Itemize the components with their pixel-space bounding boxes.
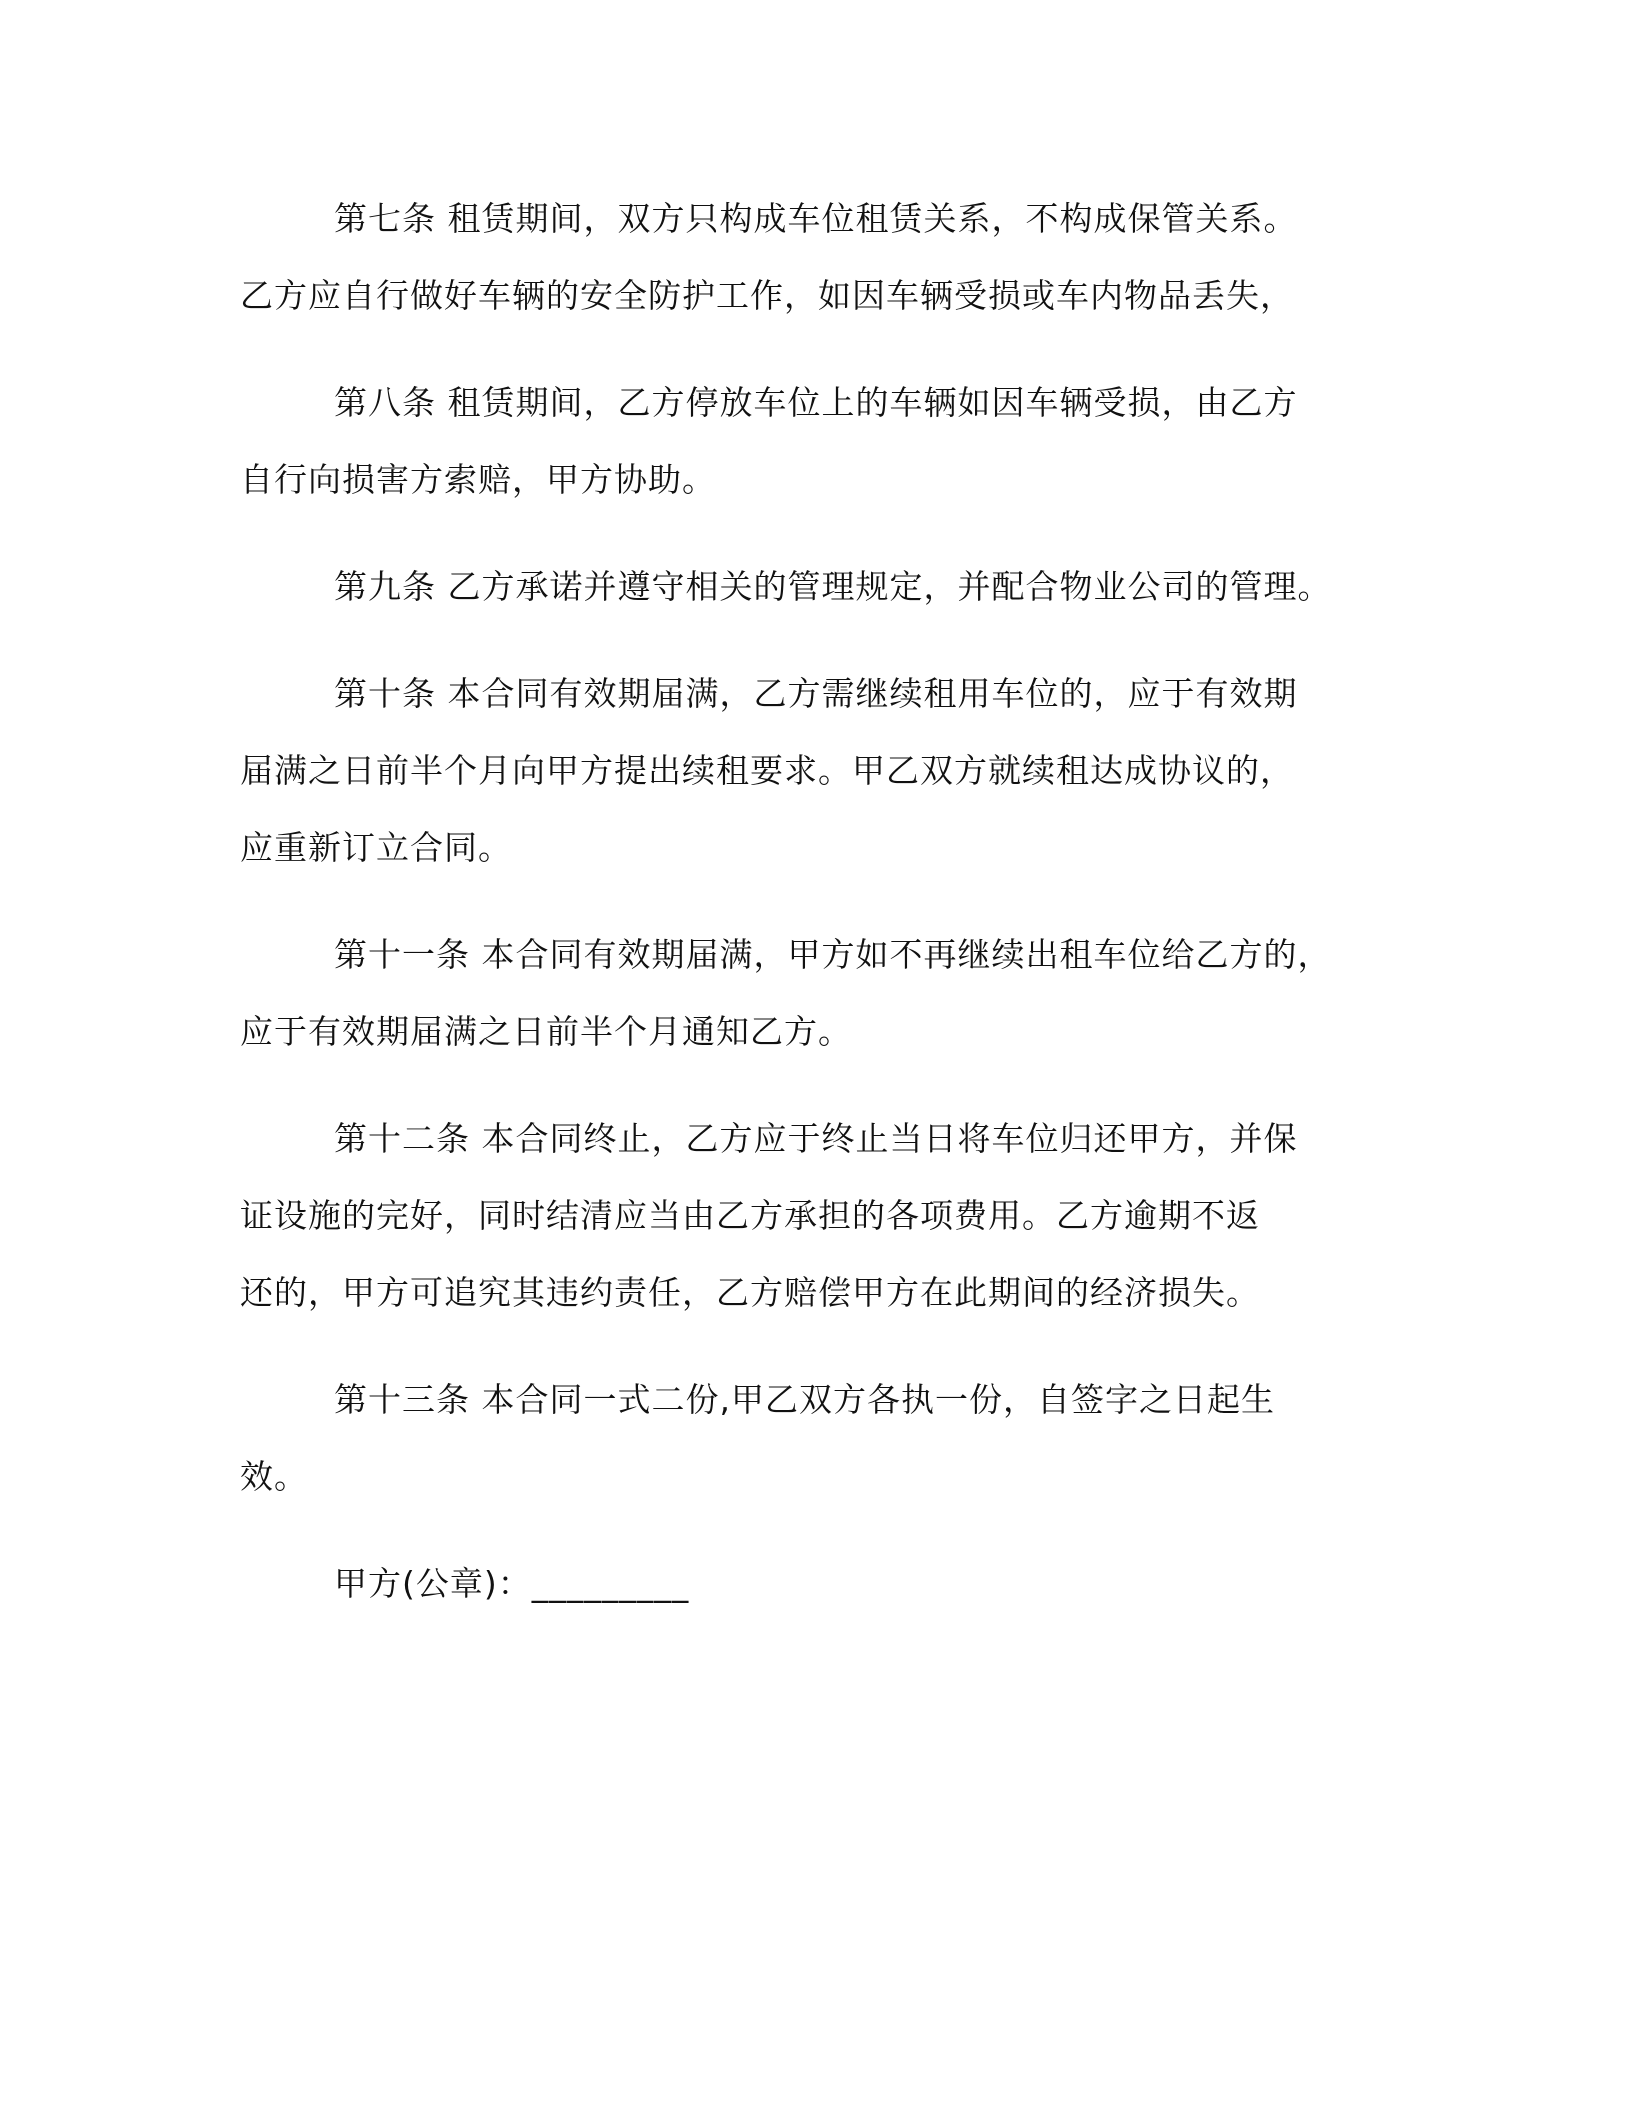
article-11-line-2: 应于有效期届满之日前半个月通知乙方。	[240, 1012, 852, 1051]
article-8-line-1: 第八条 租赁期间，乙方停放车位上的车辆如因车辆受损，由乙方	[334, 383, 1298, 422]
article-10-line-1: 第十条 本合同有效期届满，乙方需继续租用车位的，应于有效期	[334, 674, 1298, 713]
article-7	[240, 180, 1410, 334]
article-11-line-1: 第十一条 本合同有效期届满，甲方如不再继续出租车位给乙方的，	[334, 935, 1332, 974]
article-7-line-2: 乙方应自行做好车辆的安全防护工作，如因车辆受损或车内物品丢失，	[240, 276, 1294, 315]
article-13	[240, 1361, 1410, 1515]
article-9	[240, 548, 1410, 625]
article-10-line-2: 届满之日前半个月向甲方提出续租要求。甲乙双方就续租达成协议的，	[240, 751, 1294, 790]
article-13-line-1: 第十三条 本合同一式二份,甲乙双方各执一份，自签字之日起生	[334, 1380, 1275, 1419]
article-13-line-2: 效。	[240, 1457, 308, 1496]
article-8-line-2: 自行向损害方索赔，甲方协助。	[240, 460, 716, 499]
article-12-line-1: 第十二条 本合同终止，乙方应于终止当日将车位归还甲方，并保	[334, 1119, 1298, 1158]
article-10	[240, 655, 1410, 886]
article-7-line-1: 第七条 租赁期间，双方只构成车位租赁关系，不构成保管关系。	[334, 199, 1298, 238]
article-12-line-3: 还的，甲方可追究其违约责任，乙方赔偿甲方在此期间的经济损失。	[240, 1273, 1260, 1312]
party-a-signature-line: 甲方(公章)：_________	[334, 1564, 690, 1603]
article-12	[240, 1100, 1410, 1331]
article-11	[240, 916, 1410, 1070]
article-12-line-2: 证设施的完好，同时结清应当由乙方承担的各项费用。乙方逾期不返	[240, 1196, 1260, 1235]
article-8	[240, 364, 1410, 518]
article-10-line-3: 应重新订立合同。	[240, 828, 512, 867]
contract-body	[240, 180, 1410, 1622]
article-9-line-1: 第九条 乙方承诺并遵守相关的管理规定，并配合物业公司的管理。	[334, 567, 1332, 606]
